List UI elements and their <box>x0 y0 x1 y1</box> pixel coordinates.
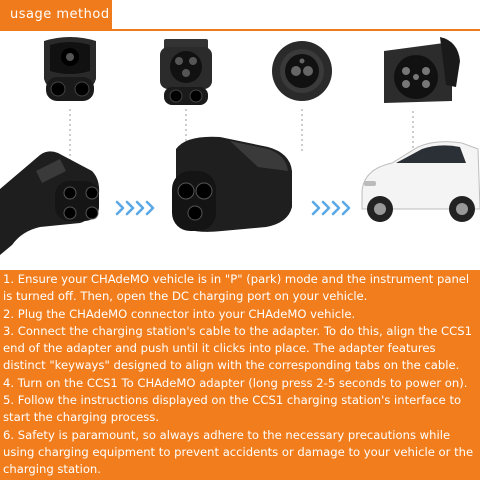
chevron-arrow-icon <box>117 202 123 214</box>
adapter-body <box>172 137 292 232</box>
chevron-arrow-icon <box>127 202 133 214</box>
adapter-ccs1-end-closeup <box>160 39 212 105</box>
chevron-arrow-icon <box>343 202 349 214</box>
instruction-step-2: 2. Plug the CHAdeMO connector into your CHAdeMO vehicle. <box>3 306 356 321</box>
instruction-step-4: 4. Turn on the CCS1 To CHAdeMO adapter (long press 2-5 seconds to power on). <box>3 375 468 390</box>
header-title: usage method <box>0 0 112 30</box>
arrow-group-2 <box>313 202 349 214</box>
chevron-arrow-icon <box>313 202 319 214</box>
charging-gun <box>0 151 99 255</box>
instruction-step-5: 5. Follow the instructions displayed on the CCS1 charging station's interface to start the charging process. <box>3 393 462 425</box>
chevron-arrow-icon <box>137 202 143 214</box>
chevron-arrow-icon <box>333 202 339 214</box>
chademo-port-closeup <box>44 37 96 101</box>
arrow-group-1 <box>117 202 153 214</box>
usage-illustration <box>0 31 480 270</box>
instructions-panel <box>0 270 480 480</box>
vehicle-charging-port-closeup <box>384 37 460 103</box>
car <box>362 142 480 222</box>
chevron-arrow-icon <box>147 202 153 214</box>
instruction-step-6: 6. Safety is paramount, so always adhere to the necessary precautions while using charging equipment to prevent accidents or damage to your vehicle or the charging station. <box>3 427 474 477</box>
adapter-chademo-end-closeup <box>272 41 332 101</box>
instruction-step-1: 1. Ensure your CHAdeMO vehicle is in "P" (park) mode and the instrument panel is turned off. Then, open the DC charging port on your vehicle. <box>3 272 470 304</box>
instruction-step-3: 3. Connect the charging station's cable to the adapter. To do this, align the CCS1 end of the adapter and push until it clicks into place. The adapter features distinct "keyways" designed to align with the corresponding tabs on the cable. <box>3 323 472 373</box>
chevron-arrow-icon <box>323 202 329 214</box>
